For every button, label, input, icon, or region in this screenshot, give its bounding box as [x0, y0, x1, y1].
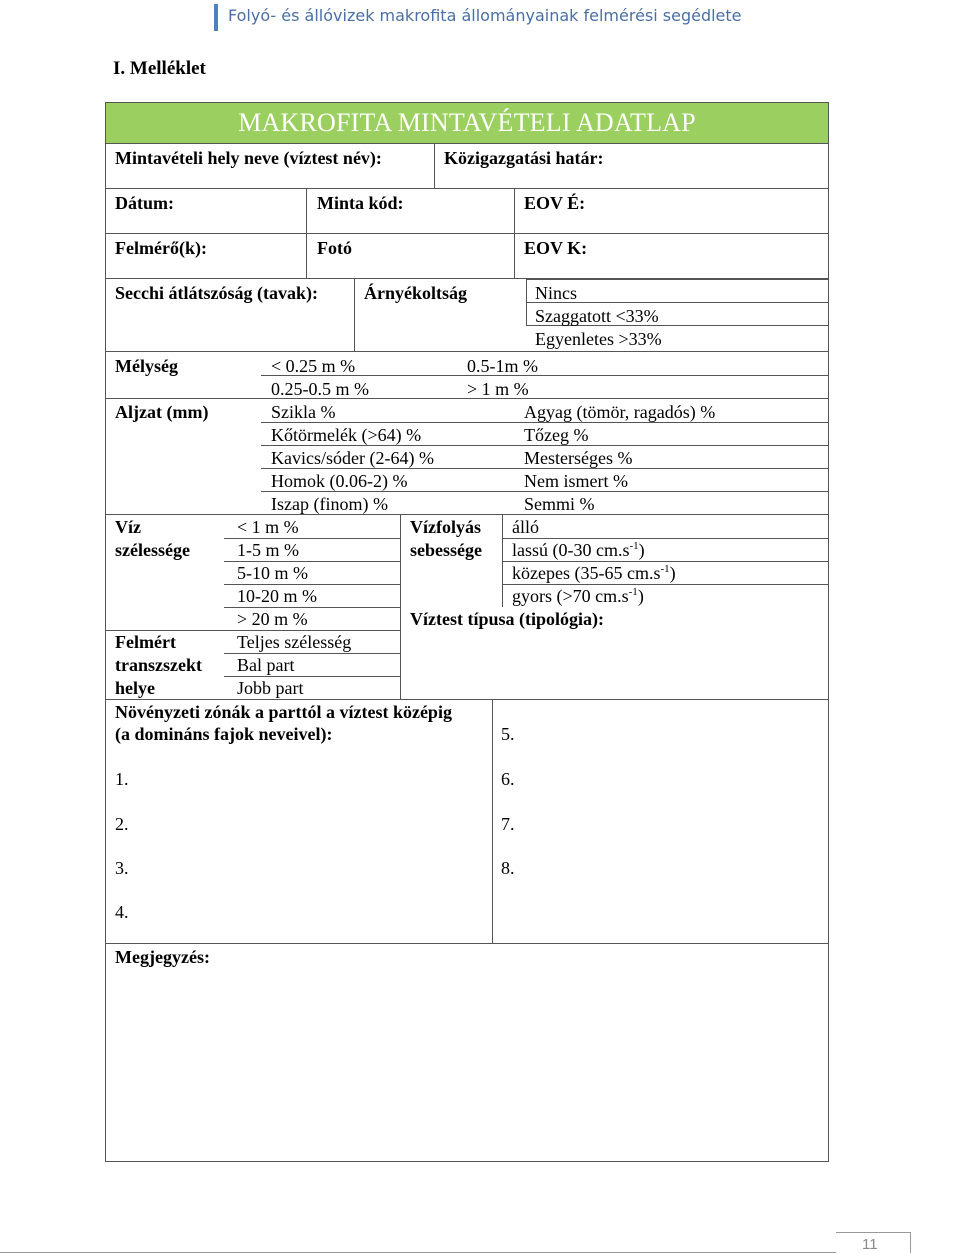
- shading-option: Szaggatott <33%: [535, 306, 659, 326]
- zone-number: 6.: [501, 769, 515, 789]
- depth-label: Mélység: [115, 356, 178, 376]
- flow-option: álló: [512, 517, 539, 537]
- depth-option: < 0.25 m %: [271, 356, 356, 376]
- date-label: Dátum:: [115, 193, 174, 213]
- annex-heading: I. Melléklet: [113, 58, 206, 79]
- depth-option: > 1 m %: [467, 379, 529, 399]
- transect-option: Bal part: [237, 655, 295, 675]
- zone-number: 4.: [115, 902, 129, 922]
- substrate-option: Agyag (tömör, ragadós) %: [524, 402, 716, 422]
- running-header: Folyó- és állóvizek makrofita állományainak felmérési segédlete: [228, 6, 742, 25]
- sample-code-label: Minta kód:: [317, 193, 404, 213]
- width-option: > 20 m %: [237, 609, 308, 629]
- header-accent-bar: [214, 4, 218, 31]
- admin-boundary-label: Közigazgatási határ:: [444, 148, 604, 168]
- width-option: 1-5 m %: [237, 540, 299, 560]
- photo-label: Fotó: [317, 238, 352, 258]
- substrate-option: Nem ismert %: [524, 471, 628, 491]
- zone-number: 2.: [115, 814, 129, 834]
- footer-rule: [0, 1252, 836, 1253]
- transect-label: helye: [115, 678, 155, 698]
- depth-option: 0.5-1m %: [467, 356, 538, 376]
- page-number: 11: [862, 1236, 878, 1253]
- flow-speed-label: sebessége: [410, 540, 482, 560]
- transect-label: Felmért: [115, 632, 176, 652]
- transect-label: transzszekt: [115, 655, 202, 675]
- notes-label: Megjegyzés:: [115, 947, 210, 967]
- flow-option: lassú (0-30 $cm.s^{-1}$): [512, 540, 645, 560]
- flow-speed-label: Vízfolyás: [410, 517, 481, 537]
- substrate-option: Tőzeg %: [524, 425, 589, 445]
- width-option: 5-10 m %: [237, 563, 308, 583]
- surveyors-label: Felmérő(k):: [115, 238, 207, 258]
- zone-number: 1.: [115, 769, 129, 789]
- substrate-option: Kőtörmelék (>64) %: [271, 425, 422, 445]
- zone-number: 7.: [501, 814, 515, 834]
- veg-zones-heading: (a domináns fajok neveivel):: [115, 724, 333, 744]
- transect-option: Teljes szélesség: [237, 632, 352, 652]
- substrate-option: Szikla %: [271, 402, 336, 422]
- sampling-form: [105, 102, 829, 1162]
- form-title-bar: [106, 103, 828, 144]
- substrate-option: Homok (0.06-2) %: [271, 471, 408, 491]
- secchi-label: Secchi átlátszóság (tavak):: [115, 283, 318, 303]
- substrate-option: Kavics/sóder (2-64) %: [271, 448, 434, 468]
- shading-label: Árnyékoltság: [364, 283, 467, 303]
- water-width-label: szélessége: [115, 540, 190, 560]
- transect-option: Jobb part: [237, 678, 304, 698]
- veg-zones-heading: Növényzeti zónák a parttól a víztest középig: [115, 702, 452, 722]
- zone-number: 8.: [501, 858, 515, 878]
- water-width-label: Víz: [115, 517, 141, 537]
- eov-n-label: EOV É:: [524, 193, 586, 213]
- eov-e-label: EOV K:: [524, 238, 588, 258]
- flow-option: gyors (>70 $cm.s^{-1}$): [512, 586, 644, 606]
- water-type-label: Víztest típusa (tipológia):: [410, 609, 604, 629]
- zone-number: 3.: [115, 858, 129, 878]
- substrate-option: Mesterséges %: [524, 448, 633, 468]
- form-title: MAKROFITA MINTAVÉTELI ADATLAP: [238, 108, 696, 137]
- substrate-option: Semmi %: [524, 494, 595, 514]
- shading-option: Nincs: [535, 283, 577, 303]
- depth-option: 0.25-0.5 m %: [271, 379, 369, 399]
- shading-option: Egyenletes >33%: [535, 329, 662, 349]
- substrate-option: Iszap (finom) %: [271, 494, 388, 514]
- flow-option: közepes (35-65 $cm.s^{-1}$): [512, 563, 676, 583]
- site-name-label: Mintavételi hely neve (víztest név):: [115, 148, 382, 168]
- substrate-label: Aljzat (mm): [115, 402, 209, 422]
- width-option: < 1 m %: [237, 517, 299, 537]
- width-option: 10-20 m %: [237, 586, 317, 606]
- zone-number: 5.: [501, 724, 515, 744]
